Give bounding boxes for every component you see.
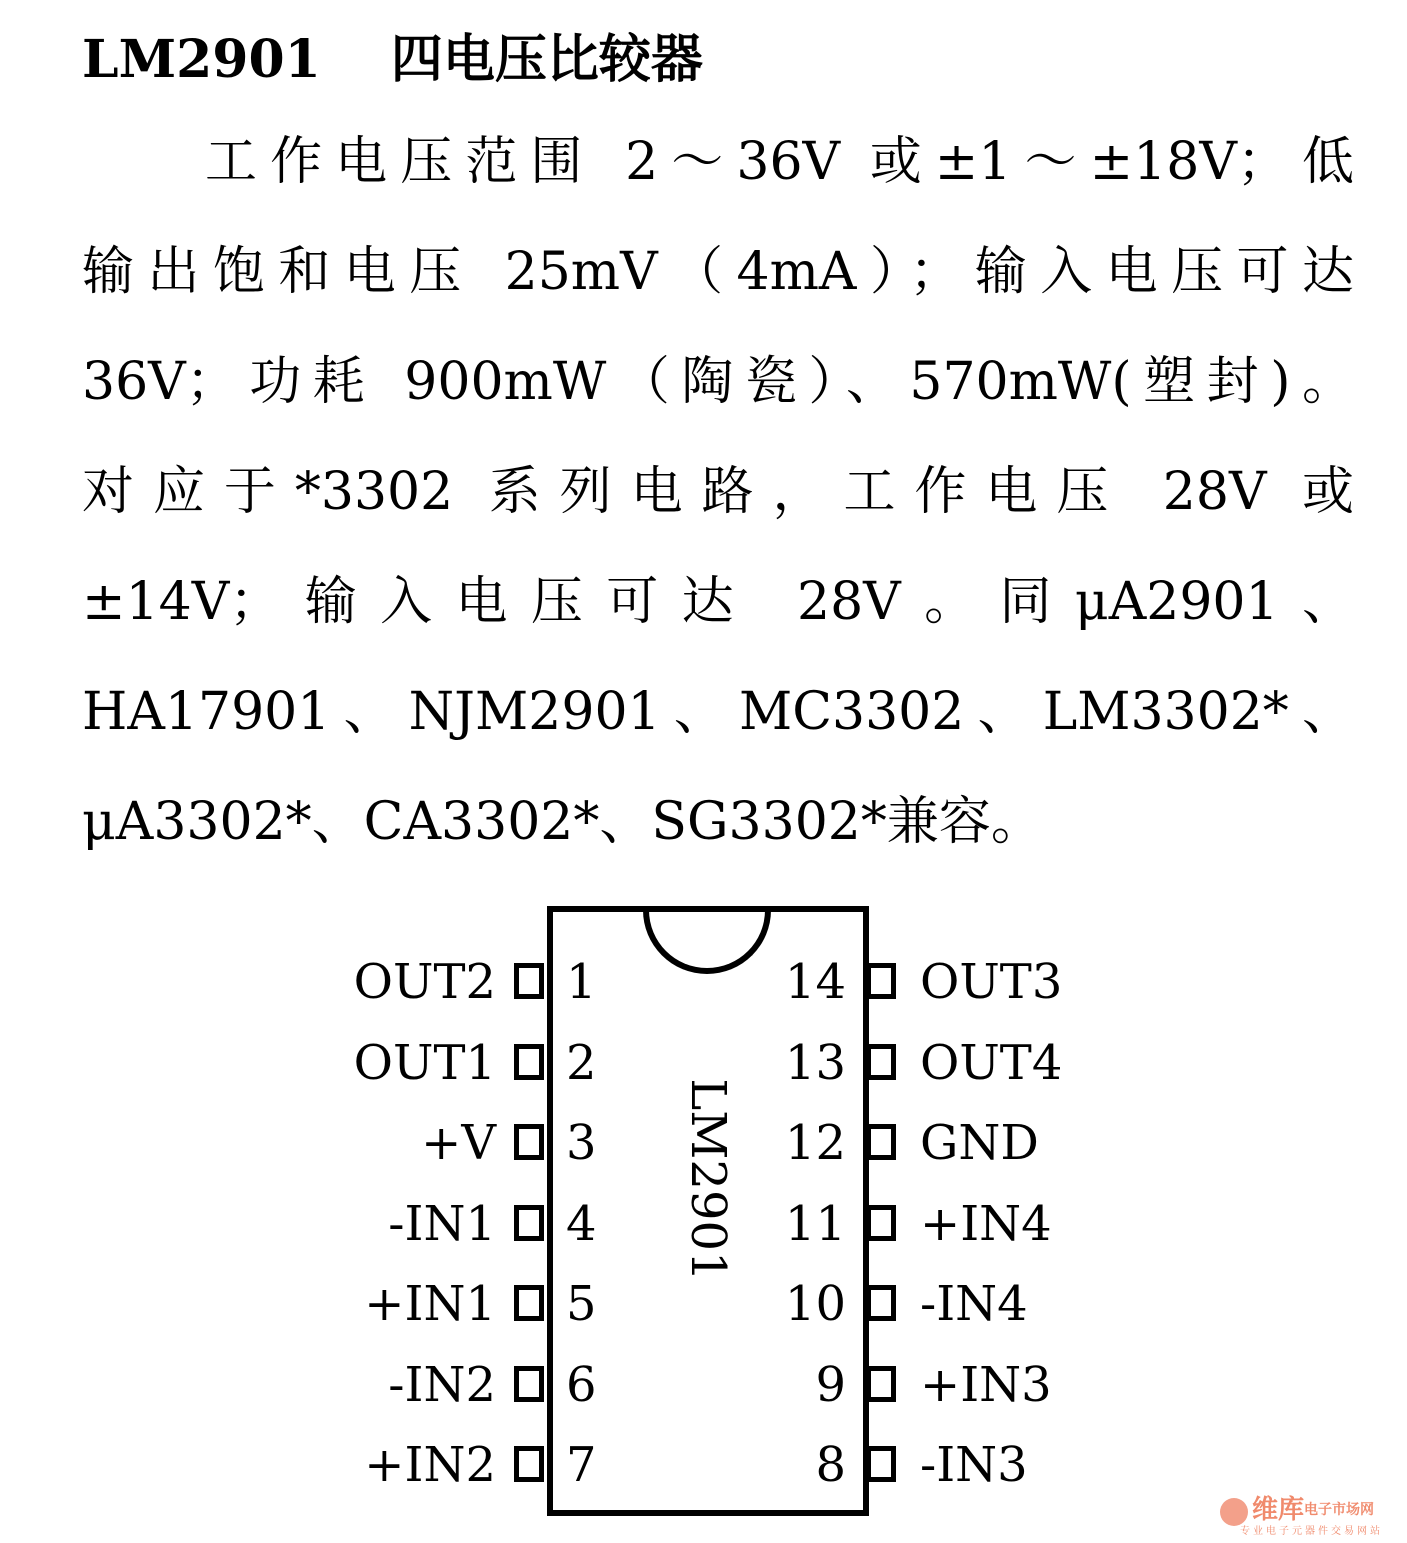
pin-pad (514, 1285, 544, 1321)
pin-name: -IN2 (388, 1356, 496, 1413)
pin-pad (514, 1205, 544, 1241)
pin-pad (866, 1044, 896, 1080)
watermark-subtitle: 专业电子元器件交易网站 (1240, 1526, 1383, 1537)
paragraph-line: 对应于*3302 系列电路，工作电压 28V 或 (82, 462, 1354, 522)
paragraph-line: 工作电压范围 2～36V 或±1～±18V；低 (205, 132, 1354, 192)
pin-number: 10 (784, 1276, 846, 1332)
pin-name: +V (421, 1115, 496, 1171)
watermark (1220, 1494, 1404, 1540)
ic-label: LM2901 (680, 1078, 736, 1282)
pin-number: 8 (815, 1437, 846, 1493)
pin-name: -IN1 (388, 1195, 496, 1252)
pin-pad (514, 963, 544, 999)
pin-name: OUT4 (920, 1034, 1063, 1091)
pin-pad (866, 963, 896, 999)
pin-number: 13 (784, 1034, 846, 1091)
pin-pad (866, 1366, 896, 1402)
pin-name: OUT1 (353, 1034, 496, 1091)
pin-pad (866, 1205, 896, 1241)
pin-number: 2 (566, 1034, 597, 1091)
pin-pad (514, 1044, 544, 1080)
pin-number: 5 (566, 1276, 597, 1332)
pin-number: 14 (784, 954, 846, 1010)
pin-name: OUT3 (920, 954, 1063, 1010)
part-number: LM2901 (82, 29, 321, 90)
page-title (82, 28, 703, 92)
pin-name: GND (920, 1115, 1039, 1171)
pin-number: 12 (784, 1115, 846, 1171)
pin-number: 1 (566, 954, 597, 1010)
watermark-tagline: 电子市场网 (1304, 1502, 1375, 1518)
pin-number: 7 (566, 1437, 597, 1493)
watermark-brand (1252, 1494, 1374, 1526)
paragraph-line: HA17901、NJM2901、MC3302、LM3302*、 (82, 682, 1354, 742)
paragraph-line: 输出饱和电压 25mV（4mA）；输入电压可达 (82, 242, 1354, 302)
pin-number: 6 (566, 1356, 597, 1413)
pin-name: +IN4 (920, 1195, 1052, 1252)
paragraph-line: μA3302*、CA3302*、SG3302*兼容。 (82, 792, 1043, 852)
pin-name: -IN3 (920, 1437, 1028, 1493)
paragraph-line: ±14V；输入电压可达 28V。同μA2901、 (82, 572, 1354, 632)
pin-pad (514, 1446, 544, 1482)
paragraph-line: 36V；功耗 900mW（陶瓷）、570mW(塑封)。 (82, 352, 1354, 412)
pin-name: OUT2 (353, 954, 496, 1010)
pin-name: -IN4 (920, 1276, 1028, 1332)
pin-name: +IN1 (364, 1276, 496, 1332)
pin-name: +IN2 (364, 1437, 496, 1493)
watermark-logo-icon (1220, 1498, 1248, 1526)
part-description: 四电压比较器 (390, 29, 703, 90)
pin-number: 9 (815, 1356, 846, 1413)
pin-pad (514, 1366, 544, 1402)
pin-pad (514, 1124, 544, 1160)
watermark-brand-name: 维库 (1252, 1495, 1305, 1525)
pin-pad (866, 1285, 896, 1321)
pin-number: 4 (566, 1195, 597, 1252)
pin-pad (866, 1124, 896, 1160)
pin-name: +IN3 (920, 1356, 1052, 1413)
pin-number: 3 (566, 1115, 597, 1171)
pin-number: 11 (784, 1195, 846, 1252)
pin-pad (866, 1446, 896, 1482)
